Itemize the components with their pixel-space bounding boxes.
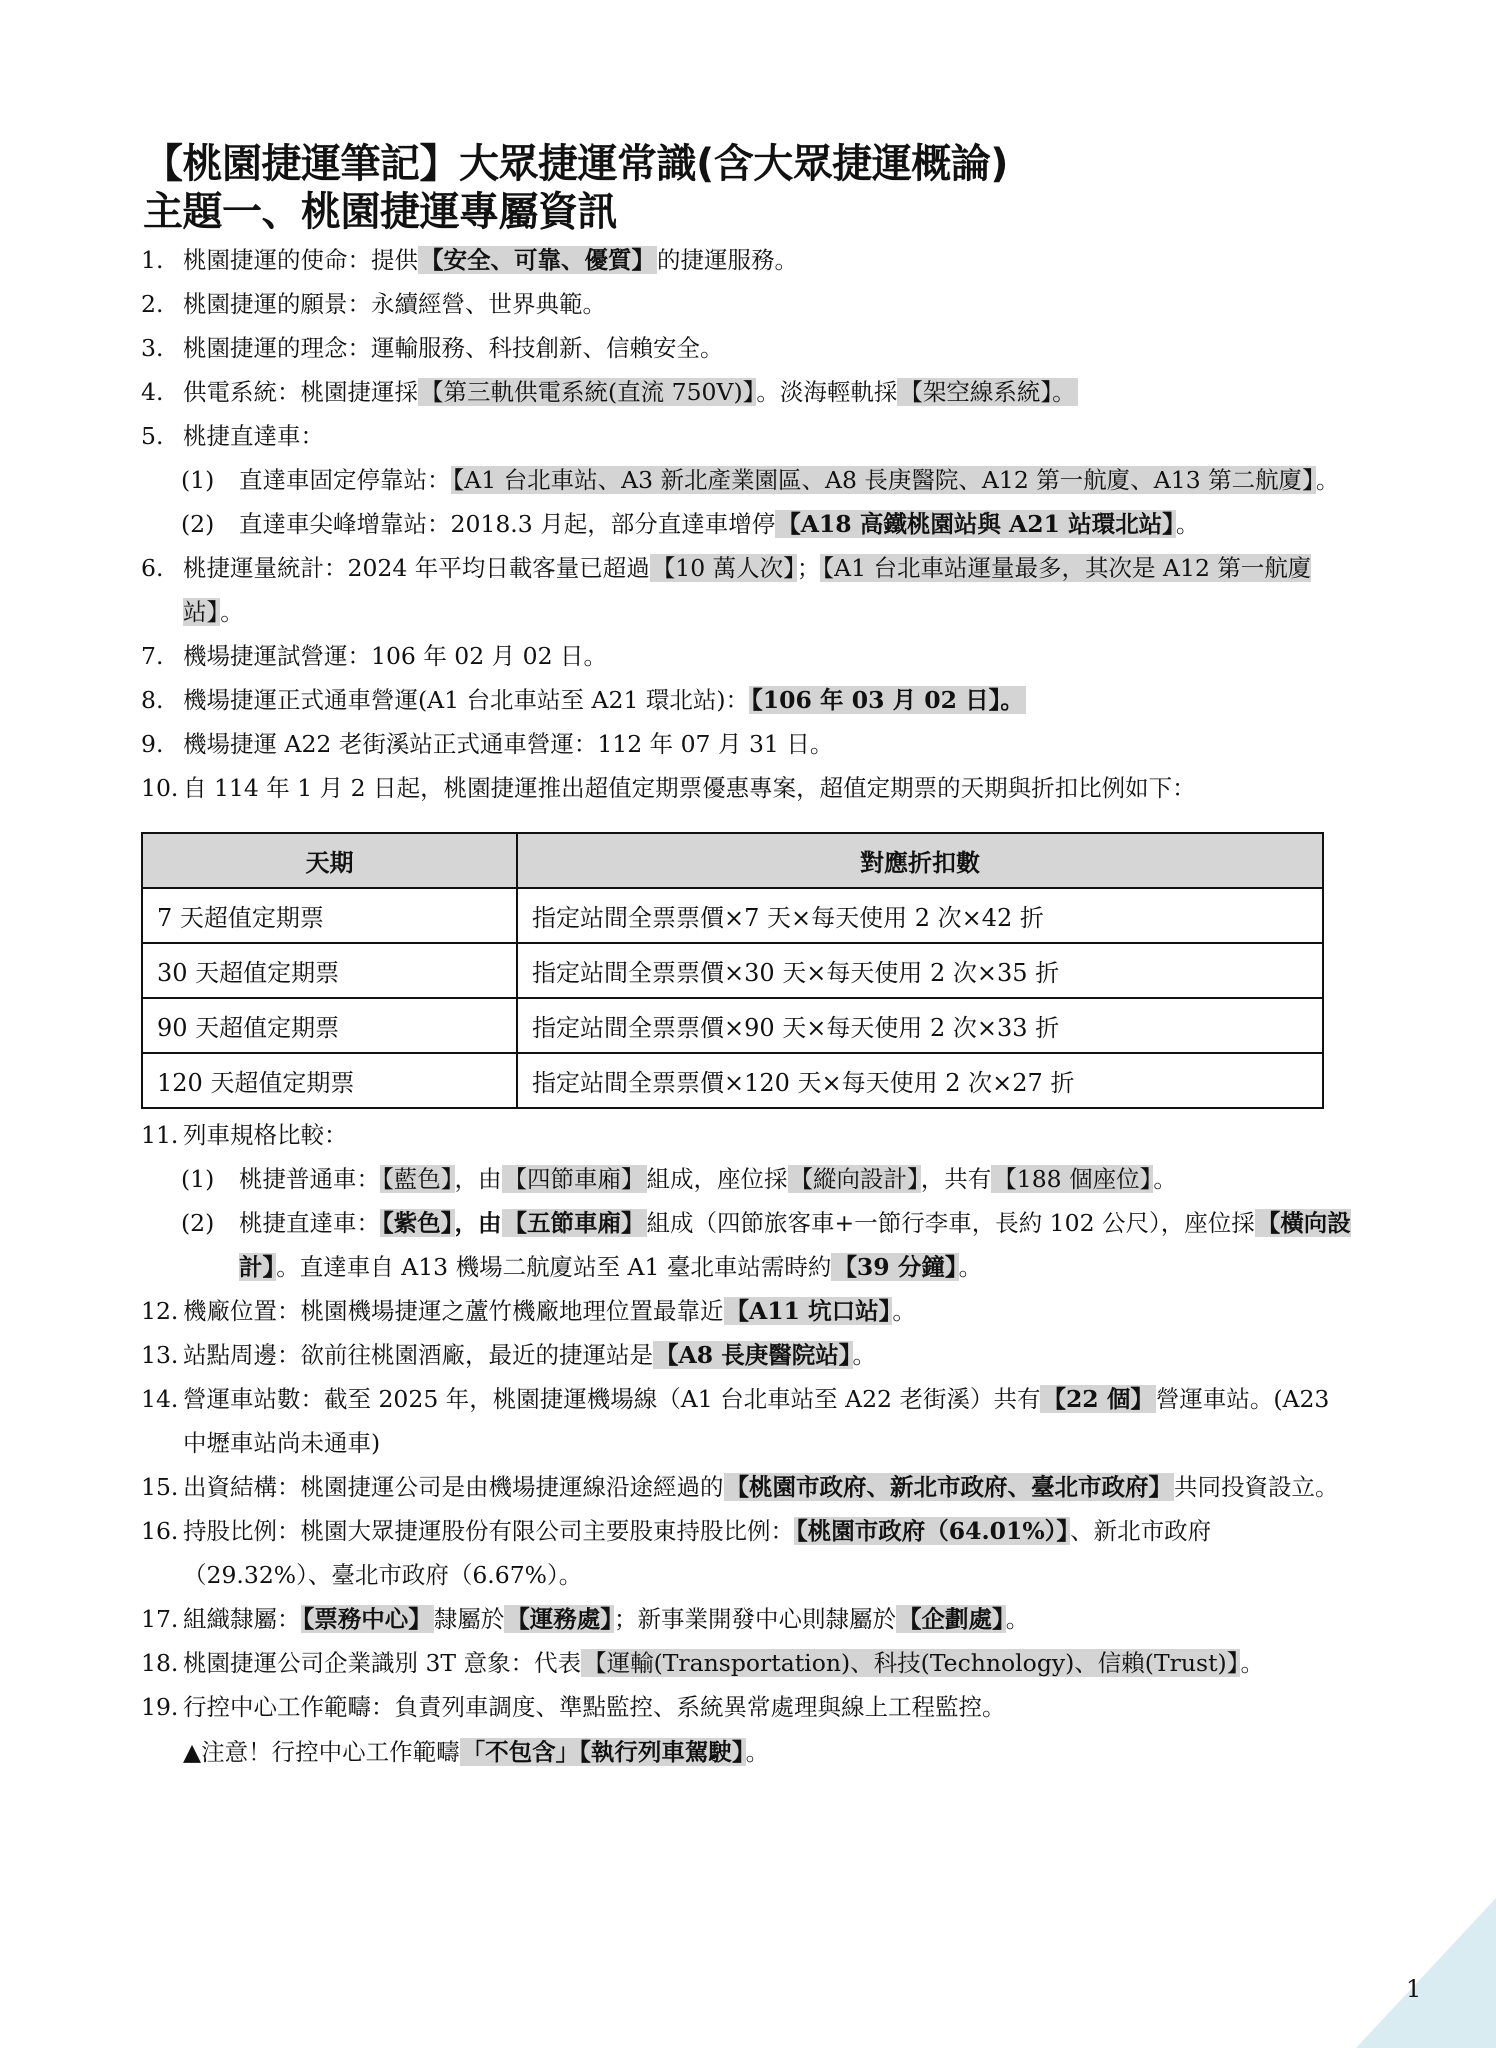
item-number: 8. [141, 686, 164, 714]
table-row [142, 1053, 1323, 1108]
text-run: ； [796, 554, 821, 582]
item-text [183, 282, 1356, 326]
highlight-text: 【A1 台北車站運量最多，其次是 A12 第一航廈站】 [183, 554, 1312, 626]
list-item [141, 766, 1356, 810]
highlight-text: 【桃園市政府（64.01%）】 [796, 1517, 1069, 1545]
text-run: 、新北市政府（29.32%）、臺北市政府（6.67%）。 [183, 1517, 1212, 1589]
highlight-text: 【A8 長庚醫院站】 [655, 1341, 851, 1369]
text-run: 的捷運服務。 [657, 246, 798, 274]
highlight-text: 【五節車廂】 [503, 1209, 645, 1237]
text-run: 直達車尖峰增靠站：2018.3 月起，部分直達車增停 [239, 510, 776, 538]
item-number: 9. [141, 730, 164, 758]
list-item [141, 326, 1356, 370]
text-run: ，由 [454, 1165, 502, 1193]
item-number: 4. [141, 378, 164, 406]
item-text [183, 1597, 1356, 1641]
warning-triangle-icon: ▲ [183, 1738, 202, 1766]
item-number: 15. [141, 1473, 179, 1501]
list-item [141, 678, 1356, 722]
item-text [183, 1289, 1356, 1333]
highlight-text: 【企劃處】 [898, 1605, 1004, 1633]
item-text [239, 1157, 1356, 1201]
item-number: 12. [141, 1297, 179, 1325]
item-number: (1) [181, 1165, 215, 1193]
item-number: 17. [141, 1605, 179, 1633]
item-number: 18. [141, 1649, 179, 1677]
item-text [183, 546, 1356, 634]
text-run: 。 [1240, 1649, 1264, 1677]
list-item [141, 1289, 1356, 1333]
item-number: (2) [181, 510, 215, 538]
item-text [183, 1685, 1356, 1729]
pass-table-body [142, 888, 1323, 1108]
text-run: 組成（四節旅客車+一節行李車，長約 102 公尺），座位採 [646, 1209, 1255, 1237]
item-text [183, 1377, 1356, 1465]
pass-duration-cell: 30 天超值定期票 [142, 943, 517, 998]
list-item [141, 634, 1356, 678]
item-number: 19. [141, 1693, 179, 1721]
item-number: (1) [181, 466, 215, 494]
text-run: 桃園捷運公司企業識別 3T 意象：代表 [183, 1649, 582, 1677]
item-number: 7. [141, 642, 164, 670]
title-line-2: 主題一、桃園捷運專屬資訊 [143, 189, 617, 235]
text-run: 共同投資設立。 [1174, 1473, 1339, 1501]
text-run: 。 [1175, 510, 1200, 538]
text-run: 出資結構：桃園捷運公司是由機場捷運線沿途經過的 [183, 1473, 724, 1501]
sub-list-item [141, 1201, 1356, 1289]
item-number: 14. [141, 1385, 179, 1413]
list-item [141, 1685, 1356, 1729]
pass-duration-cell: 90 天超值定期票 [142, 998, 517, 1053]
item-text [183, 1509, 1356, 1597]
highlight-text: 【10 萬人次】 [651, 554, 795, 582]
item-number: 6. [141, 554, 164, 582]
list-item [141, 370, 1356, 414]
list-item [141, 1597, 1356, 1641]
highlight-text: 【縱向設計】 [789, 1165, 919, 1193]
text-run: 。 [1315, 466, 1340, 494]
text-run: ，由 [454, 1209, 502, 1237]
item-text [183, 326, 1356, 370]
highlight-text: 【藍色】 [382, 1165, 453, 1193]
item-number: (2) [181, 1209, 215, 1237]
pass-discount-cell: 指定站間全票票價×7 天×每天使用 2 次×42 折 [517, 888, 1323, 943]
pass-discount-cell: 指定站間全票票價×90 天×每天使用 2 次×33 折 [517, 998, 1323, 1053]
highlight-text: 【運輸(Transportation)、科技(Technology)、信賴(Trust)】 [583, 1649, 1239, 1677]
text-run: 。 [1005, 1605, 1030, 1633]
highlight-text: 【A18 高鐵桃園站與 A21 站環北站】 [777, 510, 1174, 538]
text-run: 。 [852, 1341, 877, 1369]
pass-duration-cell: 120 天超值定期票 [142, 1053, 517, 1108]
corner-decoration [1356, 1898, 1496, 2048]
highlight-text: 【A1 台北車站、A3 新北產業園區、A8 長庚醫院、A12 第一航廈、A13 第二航廈】 [452, 466, 1314, 494]
list-item [141, 1641, 1356, 1685]
highlight-text: 【桃園市政府、新北市政府、臺北市政府】 [725, 1473, 1172, 1501]
text-run: 機場捷運 A22 老街溪站正式通車營運：112 年 07 月 31 日。 [183, 730, 834, 758]
text-run: 桃園捷運的使命：提供 [183, 246, 418, 274]
text-run: 。 [958, 1253, 983, 1281]
page-title [143, 140, 1008, 236]
list-item [141, 546, 1356, 634]
list-item [141, 722, 1356, 766]
text-run: ，共有 [920, 1165, 992, 1193]
item-number: 1. [141, 246, 164, 274]
text-run: 桃捷直達車： [239, 1209, 380, 1237]
table-row [142, 998, 1323, 1053]
item-number: 10. [141, 774, 179, 802]
text-run: 桃園捷運的願景：永續經營、世界典範。 [183, 290, 606, 318]
text-run: 注意！行控中心工作範疇 [201, 1738, 460, 1766]
text-run: 機場捷運試營運：106 年 02 月 02 日。 [183, 642, 608, 670]
text-run: 營運車站。(A23 中壢車站尚未通車) [183, 1385, 1330, 1457]
item-text [183, 1641, 1356, 1685]
highlight-text: 【紫色】 [382, 1209, 453, 1237]
text-run: 組織隸屬： [183, 1605, 301, 1633]
text-run: 。 [892, 1297, 916, 1325]
highlight-text: 【22 個】 [1042, 1385, 1154, 1413]
item-text [183, 1333, 1356, 1377]
highlight-text: 【39 分鐘】 [833, 1253, 957, 1281]
text-run: 直達車固定停靠站： [239, 466, 451, 494]
item-text [183, 414, 1356, 458]
pass-table [141, 832, 1324, 1109]
text-run: 桃園捷運的理念：運輸服務、科技創新、信賴安全。 [183, 334, 724, 362]
pass-discount-cell: 指定站間全票票價×30 天×每天使用 2 次×35 折 [517, 943, 1323, 998]
column-header: 天期 [142, 833, 517, 888]
highlight-text: 【橫向設計】 [239, 1209, 1351, 1281]
item-text [183, 1465, 1356, 1509]
list-item [141, 1509, 1356, 1597]
pass-duration-cell: 7 天超值定期票 [142, 888, 517, 943]
text-run: 持股比例：桃園大眾捷運股份有限公司主要股東持股比例： [183, 1517, 794, 1545]
item-text [183, 1113, 1356, 1157]
text-run: 機廠位置：桃園機場捷運之蘆竹機廠地理位置最靠近 [183, 1297, 724, 1325]
item-text [183, 238, 1356, 282]
item-text [183, 370, 1356, 414]
header-row [142, 833, 1323, 888]
text-run: 。直達車自 A13 機場二航廈站至 A1 臺北車站需時約 [276, 1253, 832, 1281]
list-item [141, 414, 1356, 458]
text-run: 行控中心工作範疇：負責列車調度、準點監控、系統異常處理與線上工程監控。 [183, 1693, 1006, 1721]
text-run: 供電系統：桃園捷運採 [183, 378, 418, 406]
sub-list-item [141, 458, 1356, 502]
text-run: 。淡海輕軌採 [756, 378, 898, 406]
highlight-text: 「不包含」【執行列車駕駛】 [461, 1738, 744, 1766]
item-text [183, 678, 1356, 722]
column-header: 對應折扣數 [517, 833, 1323, 888]
warning-note [141, 1729, 1356, 1775]
highlight-text: 【票務中心】 [302, 1605, 432, 1633]
text-run: 機場捷運正式通車營運(A1 台北車站至 A21 環北站)： [183, 686, 750, 714]
item-number: 3. [141, 334, 164, 362]
pass-table-header [142, 833, 1323, 888]
text-run: 桃捷直達車： [183, 422, 324, 450]
list-item [141, 1113, 1356, 1157]
highlight-text: 【四節車廂】 [503, 1165, 645, 1193]
text-run: 桃捷普通車： [239, 1165, 380, 1193]
item-number: 11. [141, 1121, 179, 1149]
pass-discount-cell: 指定站間全票票價×120 天×每天使用 2 次×27 折 [517, 1053, 1323, 1108]
item-text [183, 634, 1356, 678]
text-run: 。 [1153, 1165, 1177, 1193]
highlight-text: 【A11 坑口站】 [725, 1297, 891, 1325]
highlight-text: 【106 年 03 月 02 日】。 [751, 686, 1024, 714]
sub-list-item [141, 502, 1356, 546]
text-run: 自 114 年 1 月 2 日起，桃園捷運推出超值定期票優惠專案，超值定期票的天期與折扣比例如下： [183, 774, 1196, 802]
text-run: 桃捷運量統計：2024 年平均日載客量已超過 [183, 554, 650, 582]
item-text [239, 458, 1356, 502]
text-run: 組成，座位採 [646, 1165, 788, 1193]
text-run: 列車規格比較： [183, 1121, 348, 1149]
item-number: 2. [141, 290, 164, 318]
item-number: 16. [141, 1517, 179, 1545]
item-number: 13. [141, 1341, 179, 1369]
table-row [142, 888, 1323, 943]
item-text [183, 722, 1356, 766]
text-run: 。 [220, 598, 244, 626]
list-item [141, 238, 1356, 282]
item-text [239, 502, 1356, 546]
text-run: ；新事業開發中心則隸屬於 [614, 1605, 896, 1633]
highlight-text: 【188 個座位】 [993, 1165, 1152, 1193]
list-item [141, 1465, 1356, 1509]
item-text [239, 1201, 1356, 1289]
list-item [141, 1333, 1356, 1377]
text-run: 營運車站數：截至 2025 年，桃園捷運機場線（A1 台北車站至 A22 老街溪）共有 [183, 1385, 1041, 1413]
text-run: 。 [745, 1738, 770, 1766]
item-number: 5. [141, 422, 164, 450]
list-item [141, 1377, 1356, 1465]
highlight-text: 【安全、可靠、優質】 [420, 246, 655, 274]
page-number: 1 [1406, 1975, 1422, 2003]
sub-list-item [141, 1157, 1356, 1201]
text-run: 隸屬於 [433, 1605, 505, 1633]
table-row [142, 943, 1323, 998]
text-run: 站點周邊：欲前往桃園酒廠，最近的捷運站是 [183, 1341, 653, 1369]
list-item [141, 282, 1356, 326]
highlight-text: 【運務處】 [506, 1605, 612, 1633]
highlight-text: 【架空線系統】。 [899, 378, 1076, 406]
title-line-1: 【桃園捷運筆記】大眾捷運常識(含大眾捷運概論) [143, 141, 1009, 187]
item-text [183, 766, 1356, 810]
content-list [141, 238, 1356, 1775]
highlight-text: 【第三軌供電系統(直流 750V)】 [420, 378, 755, 406]
